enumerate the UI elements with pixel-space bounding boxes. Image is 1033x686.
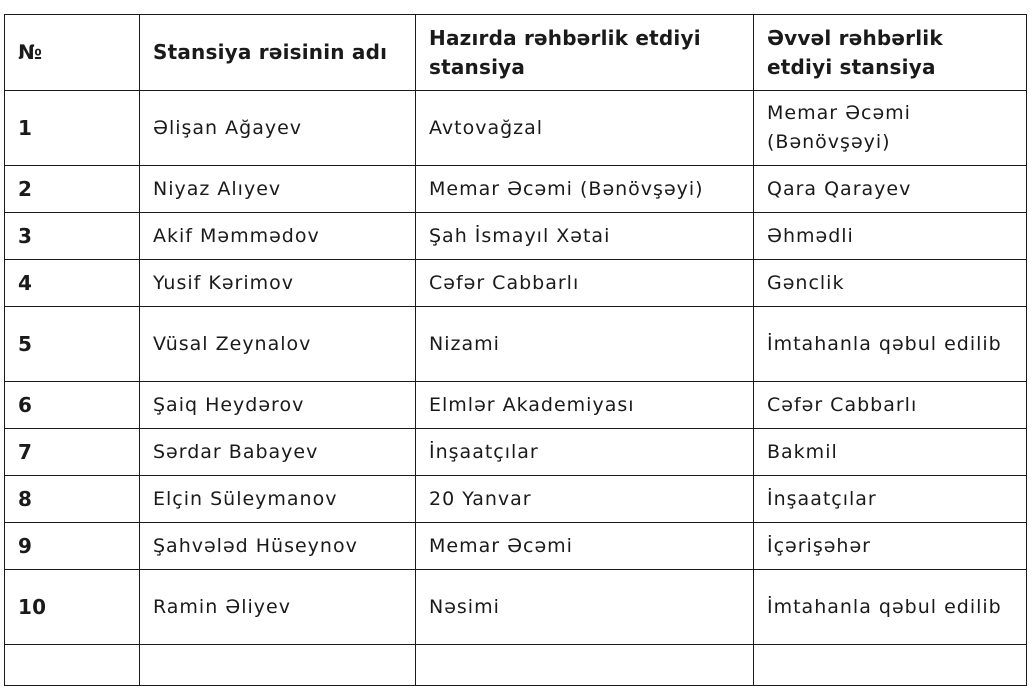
row-number [5, 645, 140, 686]
table-row [5, 260, 1027, 307]
row-number: 2 [5, 166, 140, 213]
current-station: Cəfər Cabbarlı [416, 260, 754, 307]
table-row [5, 570, 1027, 645]
row-number: 5 [5, 307, 140, 382]
chief-name: Şahvələd Hüseynov [140, 523, 416, 570]
chief-name: Vüsal Zeynalov [140, 307, 416, 382]
row-number: 8 [5, 476, 140, 523]
row-number: 1 [5, 91, 140, 166]
current-station: Elmlər Akademiyası [416, 382, 754, 429]
current-station: Nizami [416, 307, 754, 382]
chief-name: Yusif Kərimov [140, 260, 416, 307]
previous-station: İmtahanla qəbul edilib [754, 307, 1027, 382]
row-number: 4 [5, 260, 140, 307]
station-chiefs-table [4, 14, 1027, 686]
current-station: Şah İsmayıl Xətai [416, 213, 754, 260]
chief-name [140, 645, 416, 686]
table-header-row [5, 15, 1027, 91]
chief-name: Şaiq Heydərov [140, 382, 416, 429]
chief-name: Əlişan Ağayev [140, 91, 416, 166]
row-number: 9 [5, 523, 140, 570]
header-current-station: Hazırda rəhbərlik etdiyi stansiya [416, 15, 754, 91]
current-station [416, 645, 754, 686]
row-number: 6 [5, 382, 140, 429]
previous-station: Memar Əcəmi (Bənövşəyi) [754, 91, 1027, 166]
current-station: Avtovağzal [416, 91, 754, 166]
previous-station [754, 645, 1027, 686]
previous-station: İçərişəhər [754, 523, 1027, 570]
previous-station: Cəfər Cabbarlı [754, 382, 1027, 429]
current-station: İnşaatçılar [416, 429, 754, 476]
table-row [5, 307, 1027, 382]
previous-station: Əhmədli [754, 213, 1027, 260]
chief-name: Niyaz Alıyev [140, 166, 416, 213]
stations-table-wrapper [4, 14, 1026, 686]
current-station: Memar Əcəmi [416, 523, 754, 570]
table-row [5, 476, 1027, 523]
chief-name: Elçin Süleymanov [140, 476, 416, 523]
previous-station: Gənclik [754, 260, 1027, 307]
previous-station: Qara Qarayev [754, 166, 1027, 213]
table-row [5, 166, 1027, 213]
header-chief-name: Stansiya rəisinin adı [140, 15, 416, 91]
previous-station: İnşaatçılar [754, 476, 1027, 523]
table-row [5, 213, 1027, 260]
row-number: 10 [5, 570, 140, 645]
table-row-partial [5, 645, 1027, 686]
table-row [5, 382, 1027, 429]
header-previous-station: Əvvəl rəhbərlik etdiyi stansiya [754, 15, 1027, 91]
chief-name: Akif Məmmədov [140, 213, 416, 260]
chief-name: Ramin Əliyev [140, 570, 416, 645]
previous-station: İmtahanla qəbul edilib [754, 570, 1027, 645]
current-station: Memar Əcəmi (Bənövşəyi) [416, 166, 754, 213]
previous-station: Bakmil [754, 429, 1027, 476]
header-number: № [5, 15, 140, 91]
table-row [5, 523, 1027, 570]
row-number: 7 [5, 429, 140, 476]
table-row [5, 429, 1027, 476]
current-station: Nəsimi [416, 570, 754, 645]
table-row [5, 91, 1027, 166]
row-number: 3 [5, 213, 140, 260]
current-station: 20 Yanvar [416, 476, 754, 523]
chief-name: Sərdar Babayev [140, 429, 416, 476]
